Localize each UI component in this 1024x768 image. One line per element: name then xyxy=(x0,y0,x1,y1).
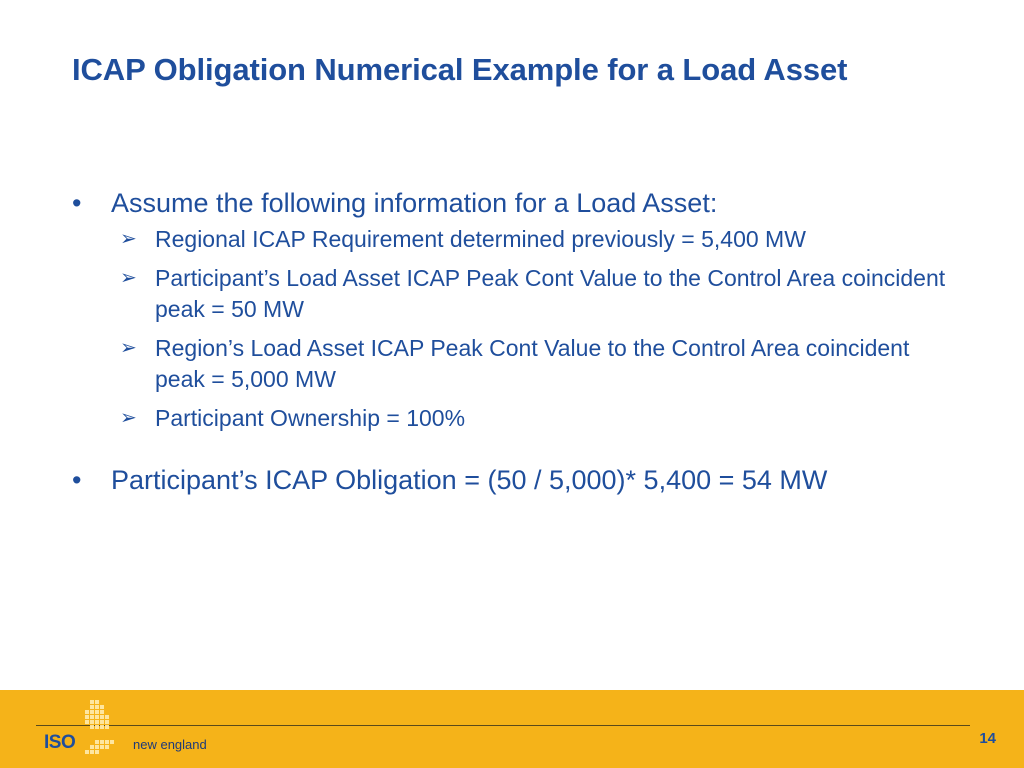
sub-bullet-list xyxy=(72,224,982,434)
slide-title: ICAP Obligation Numerical Example for a Load Asset xyxy=(72,52,848,87)
sub-bullet-region-peak: ➢ Region’s Load Asset ICAP Peak Cont Value to the Control Area coincident peak = 5,000 MW xyxy=(117,333,965,395)
logo-iso-text: ISO xyxy=(44,732,76,753)
page-number: 14 xyxy=(979,730,996,747)
sub-bullet-ownership: ➢ Participant Ownership = 100% xyxy=(117,403,965,434)
footer-band xyxy=(0,690,1024,768)
bullet-text: Participant’s ICAP Obligation = (50 / 5,000)* 5,400 = 54 MW xyxy=(111,465,828,495)
logo-new-england-text: new england xyxy=(133,737,207,752)
sub-bullet-participant-peak: ➢ Participant’s Load Asset ICAP Peak Cont Value to the Control Area coincident peak = 50 MW xyxy=(117,263,965,325)
bullet-obligation xyxy=(72,461,982,499)
slide-body xyxy=(72,184,982,499)
iso-new-england-logo xyxy=(40,698,207,760)
bullet-text: Assume the following information for a Load Asset: xyxy=(111,188,718,218)
sub-bullet-regional-requirement: ➢ Regional ICAP Requirement determined previously = 5,400 MW xyxy=(117,224,965,255)
bullet-assume xyxy=(72,184,982,222)
